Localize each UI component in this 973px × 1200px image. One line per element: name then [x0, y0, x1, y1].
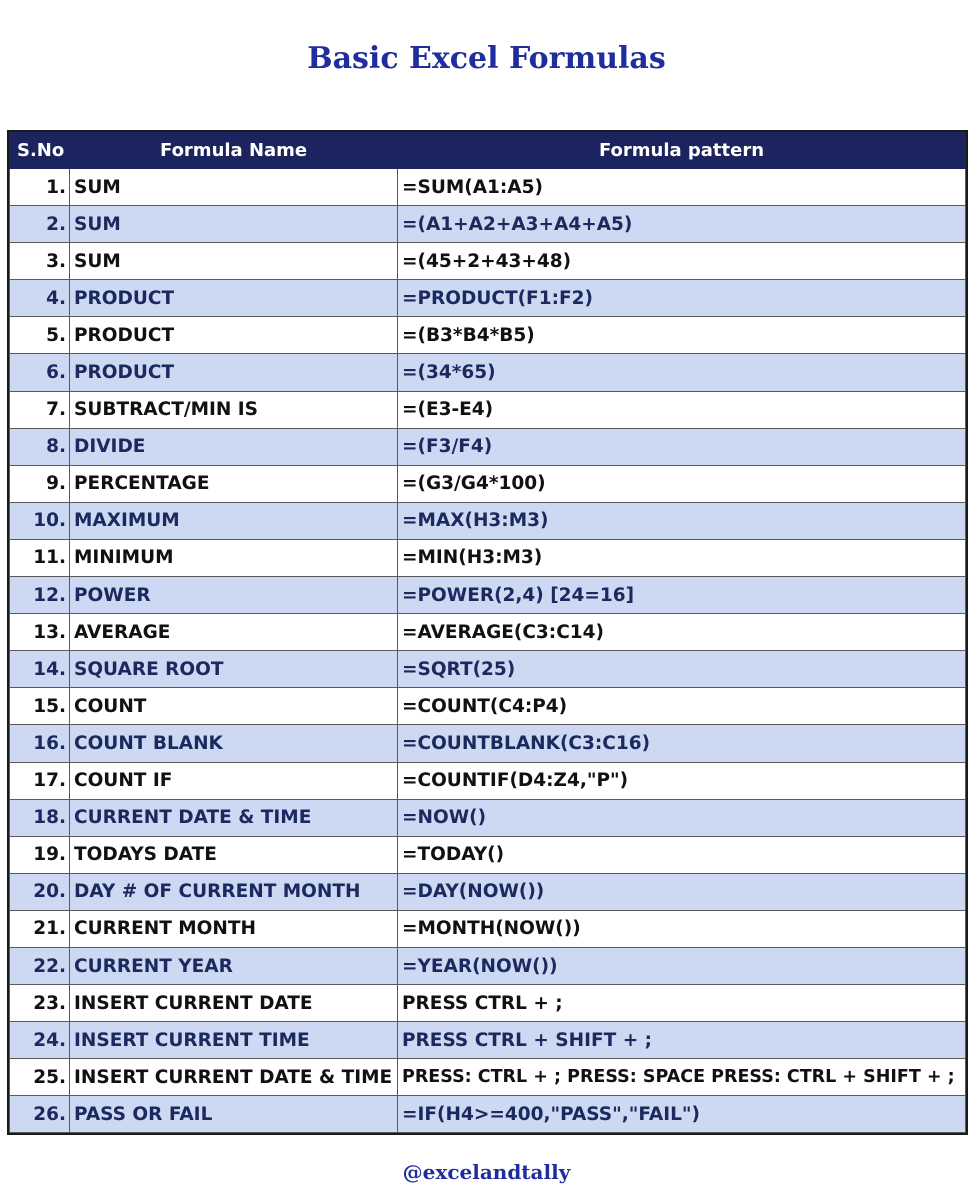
table-row	[10, 651, 966, 688]
row-formula-name: MINIMUM	[70, 539, 398, 576]
row-formula-pattern: =SUM(A1:A5)	[398, 169, 966, 206]
row-formula-pattern: =PRODUCT(F1:F2)	[398, 280, 966, 317]
table-row	[10, 317, 966, 354]
row-formula-name: TODAYS DATE	[70, 836, 398, 873]
row-sno: 14.	[10, 651, 70, 688]
table-row	[10, 688, 966, 725]
row-formula-name: CURRENT MONTH	[70, 910, 398, 947]
row-formula-pattern: =SQRT(25)	[398, 651, 966, 688]
table-row	[10, 762, 966, 799]
header-formula-name: Formula Name	[70, 133, 398, 169]
row-formula-name: CURRENT DATE & TIME	[70, 799, 398, 836]
row-formula-pattern: =TODAY()	[398, 836, 966, 873]
row-formula-pattern: =COUNTBLANK(C3:C16)	[398, 725, 966, 762]
row-formula-pattern: =(G3/G4*100)	[398, 465, 966, 502]
row-formula-name: COUNT BLANK	[70, 725, 398, 762]
row-formula-name: SUM	[70, 169, 398, 206]
row-formula-pattern: =DAY(NOW())	[398, 873, 966, 910]
table-row	[10, 169, 966, 206]
row-formula-name: DAY # OF CURRENT MONTH	[70, 873, 398, 910]
row-formula-pattern: PRESS CTRL + SHIFT + ;	[398, 1022, 966, 1059]
row-formula-pattern: =(34*65)	[398, 354, 966, 391]
row-sno: 6.	[10, 354, 70, 391]
row-formula-name: AVERAGE	[70, 614, 398, 651]
table-row	[10, 947, 966, 984]
row-sno: 7.	[10, 391, 70, 428]
row-formula-pattern: =(E3-E4)	[398, 391, 966, 428]
row-formula-name: CURRENT YEAR	[70, 947, 398, 984]
row-formula-pattern: =NOW()	[398, 799, 966, 836]
row-sno: 3.	[10, 243, 70, 280]
row-formula-name: COUNT	[70, 688, 398, 725]
row-sno: 5.	[10, 317, 70, 354]
row-sno: 8.	[10, 428, 70, 465]
row-sno: 19.	[10, 836, 70, 873]
footer-handle: @excelandtally	[402, 1160, 571, 1184]
row-sno: 2.	[10, 206, 70, 243]
table-row	[10, 985, 966, 1022]
table-row	[10, 502, 966, 539]
row-formula-pattern: =POWER(2,4) [24=16]	[398, 577, 966, 614]
row-formula-name: POWER	[70, 577, 398, 614]
header-formula-pattern: Formula pattern	[398, 133, 966, 169]
row-sno: 17.	[10, 762, 70, 799]
row-sno: 25.	[10, 1059, 70, 1096]
table-row	[10, 354, 966, 391]
row-sno: 24.	[10, 1022, 70, 1059]
table-row	[10, 539, 966, 576]
table-row	[10, 428, 966, 465]
row-formula-name: PASS OR FAIL	[70, 1096, 398, 1133]
row-sno: 20.	[10, 873, 70, 910]
row-sno: 13.	[10, 614, 70, 651]
row-formula-name: PERCENTAGE	[70, 465, 398, 502]
table-row	[10, 1022, 966, 1059]
row-formula-pattern: =YEAR(NOW())	[398, 947, 966, 984]
row-formula-pattern: =AVERAGE(C3:C14)	[398, 614, 966, 651]
table-row	[10, 577, 966, 614]
row-formula-pattern: =IF(H4>=400,"PASS","FAIL")	[398, 1096, 966, 1133]
table-header	[10, 133, 966, 169]
row-sno: 22.	[10, 947, 70, 984]
row-formula-name: DIVIDE	[70, 428, 398, 465]
row-formula-pattern: =MAX(H3:M3)	[398, 502, 966, 539]
row-formula-name: INSERT CURRENT DATE	[70, 985, 398, 1022]
table-row	[10, 910, 966, 947]
table-row	[10, 799, 966, 836]
table-row	[10, 465, 966, 502]
row-sno: 10.	[10, 502, 70, 539]
row-formula-pattern: PRESS CTRL + ;	[398, 985, 966, 1022]
formula-table-container	[7, 130, 968, 1135]
table-row	[10, 243, 966, 280]
page-title: Basic Excel Formulas	[307, 41, 666, 76]
row-sno: 9.	[10, 465, 70, 502]
row-formula-pattern: PRESS: CTRL + ; PRESS: SPACE PRESS: CTRL + SHIFT + ;	[398, 1059, 966, 1096]
row-formula-pattern: =(B3*B4*B5)	[398, 317, 966, 354]
row-formula-pattern: =COUNTIF(D4:Z4,"P")	[398, 762, 966, 799]
row-formula-pattern: =MIN(H3:M3)	[398, 539, 966, 576]
table-body	[10, 169, 966, 1133]
row-formula-pattern: =(A1+A2+A3+A4+A5)	[398, 206, 966, 243]
row-formula-pattern: =(45+2+43+48)	[398, 243, 966, 280]
row-sno: 4.	[10, 280, 70, 317]
row-sno: 18.	[10, 799, 70, 836]
row-sno: 1.	[10, 169, 70, 206]
row-formula-name: PRODUCT	[70, 354, 398, 391]
formula-table	[9, 132, 966, 1133]
row-formula-name: COUNT IF	[70, 762, 398, 799]
row-sno: 16.	[10, 725, 70, 762]
row-formula-name: SQUARE ROOT	[70, 651, 398, 688]
row-formula-pattern: =COUNT(C4:P4)	[398, 688, 966, 725]
row-sno: 21.	[10, 910, 70, 947]
table-row	[10, 1096, 966, 1133]
header-row	[10, 133, 966, 169]
row-formula-name: PRODUCT	[70, 317, 398, 354]
row-formula-name: SUM	[70, 243, 398, 280]
row-formula-pattern: =MONTH(NOW())	[398, 910, 966, 947]
row-sno: 23.	[10, 985, 70, 1022]
table-row	[10, 280, 966, 317]
row-formula-name: MAXIMUM	[70, 502, 398, 539]
table-row	[10, 206, 966, 243]
row-sno: 15.	[10, 688, 70, 725]
row-formula-name: INSERT CURRENT TIME	[70, 1022, 398, 1059]
row-formula-name: SUBTRACT/MIN IS	[70, 391, 398, 428]
table-row	[10, 873, 966, 910]
row-formula-pattern: =(F3/F4)	[398, 428, 966, 465]
table-row	[10, 1059, 966, 1096]
table-row	[10, 614, 966, 651]
header-sno: S.No	[10, 133, 70, 169]
table-row	[10, 725, 966, 762]
row-sno: 26.	[10, 1096, 70, 1133]
table-row	[10, 391, 966, 428]
row-sno: 11.	[10, 539, 70, 576]
row-formula-name: INSERT CURRENT DATE & TIME	[70, 1059, 398, 1096]
row-formula-name: SUM	[70, 206, 398, 243]
row-sno: 12.	[10, 577, 70, 614]
table-row	[10, 836, 966, 873]
row-formula-name: PRODUCT	[70, 280, 398, 317]
